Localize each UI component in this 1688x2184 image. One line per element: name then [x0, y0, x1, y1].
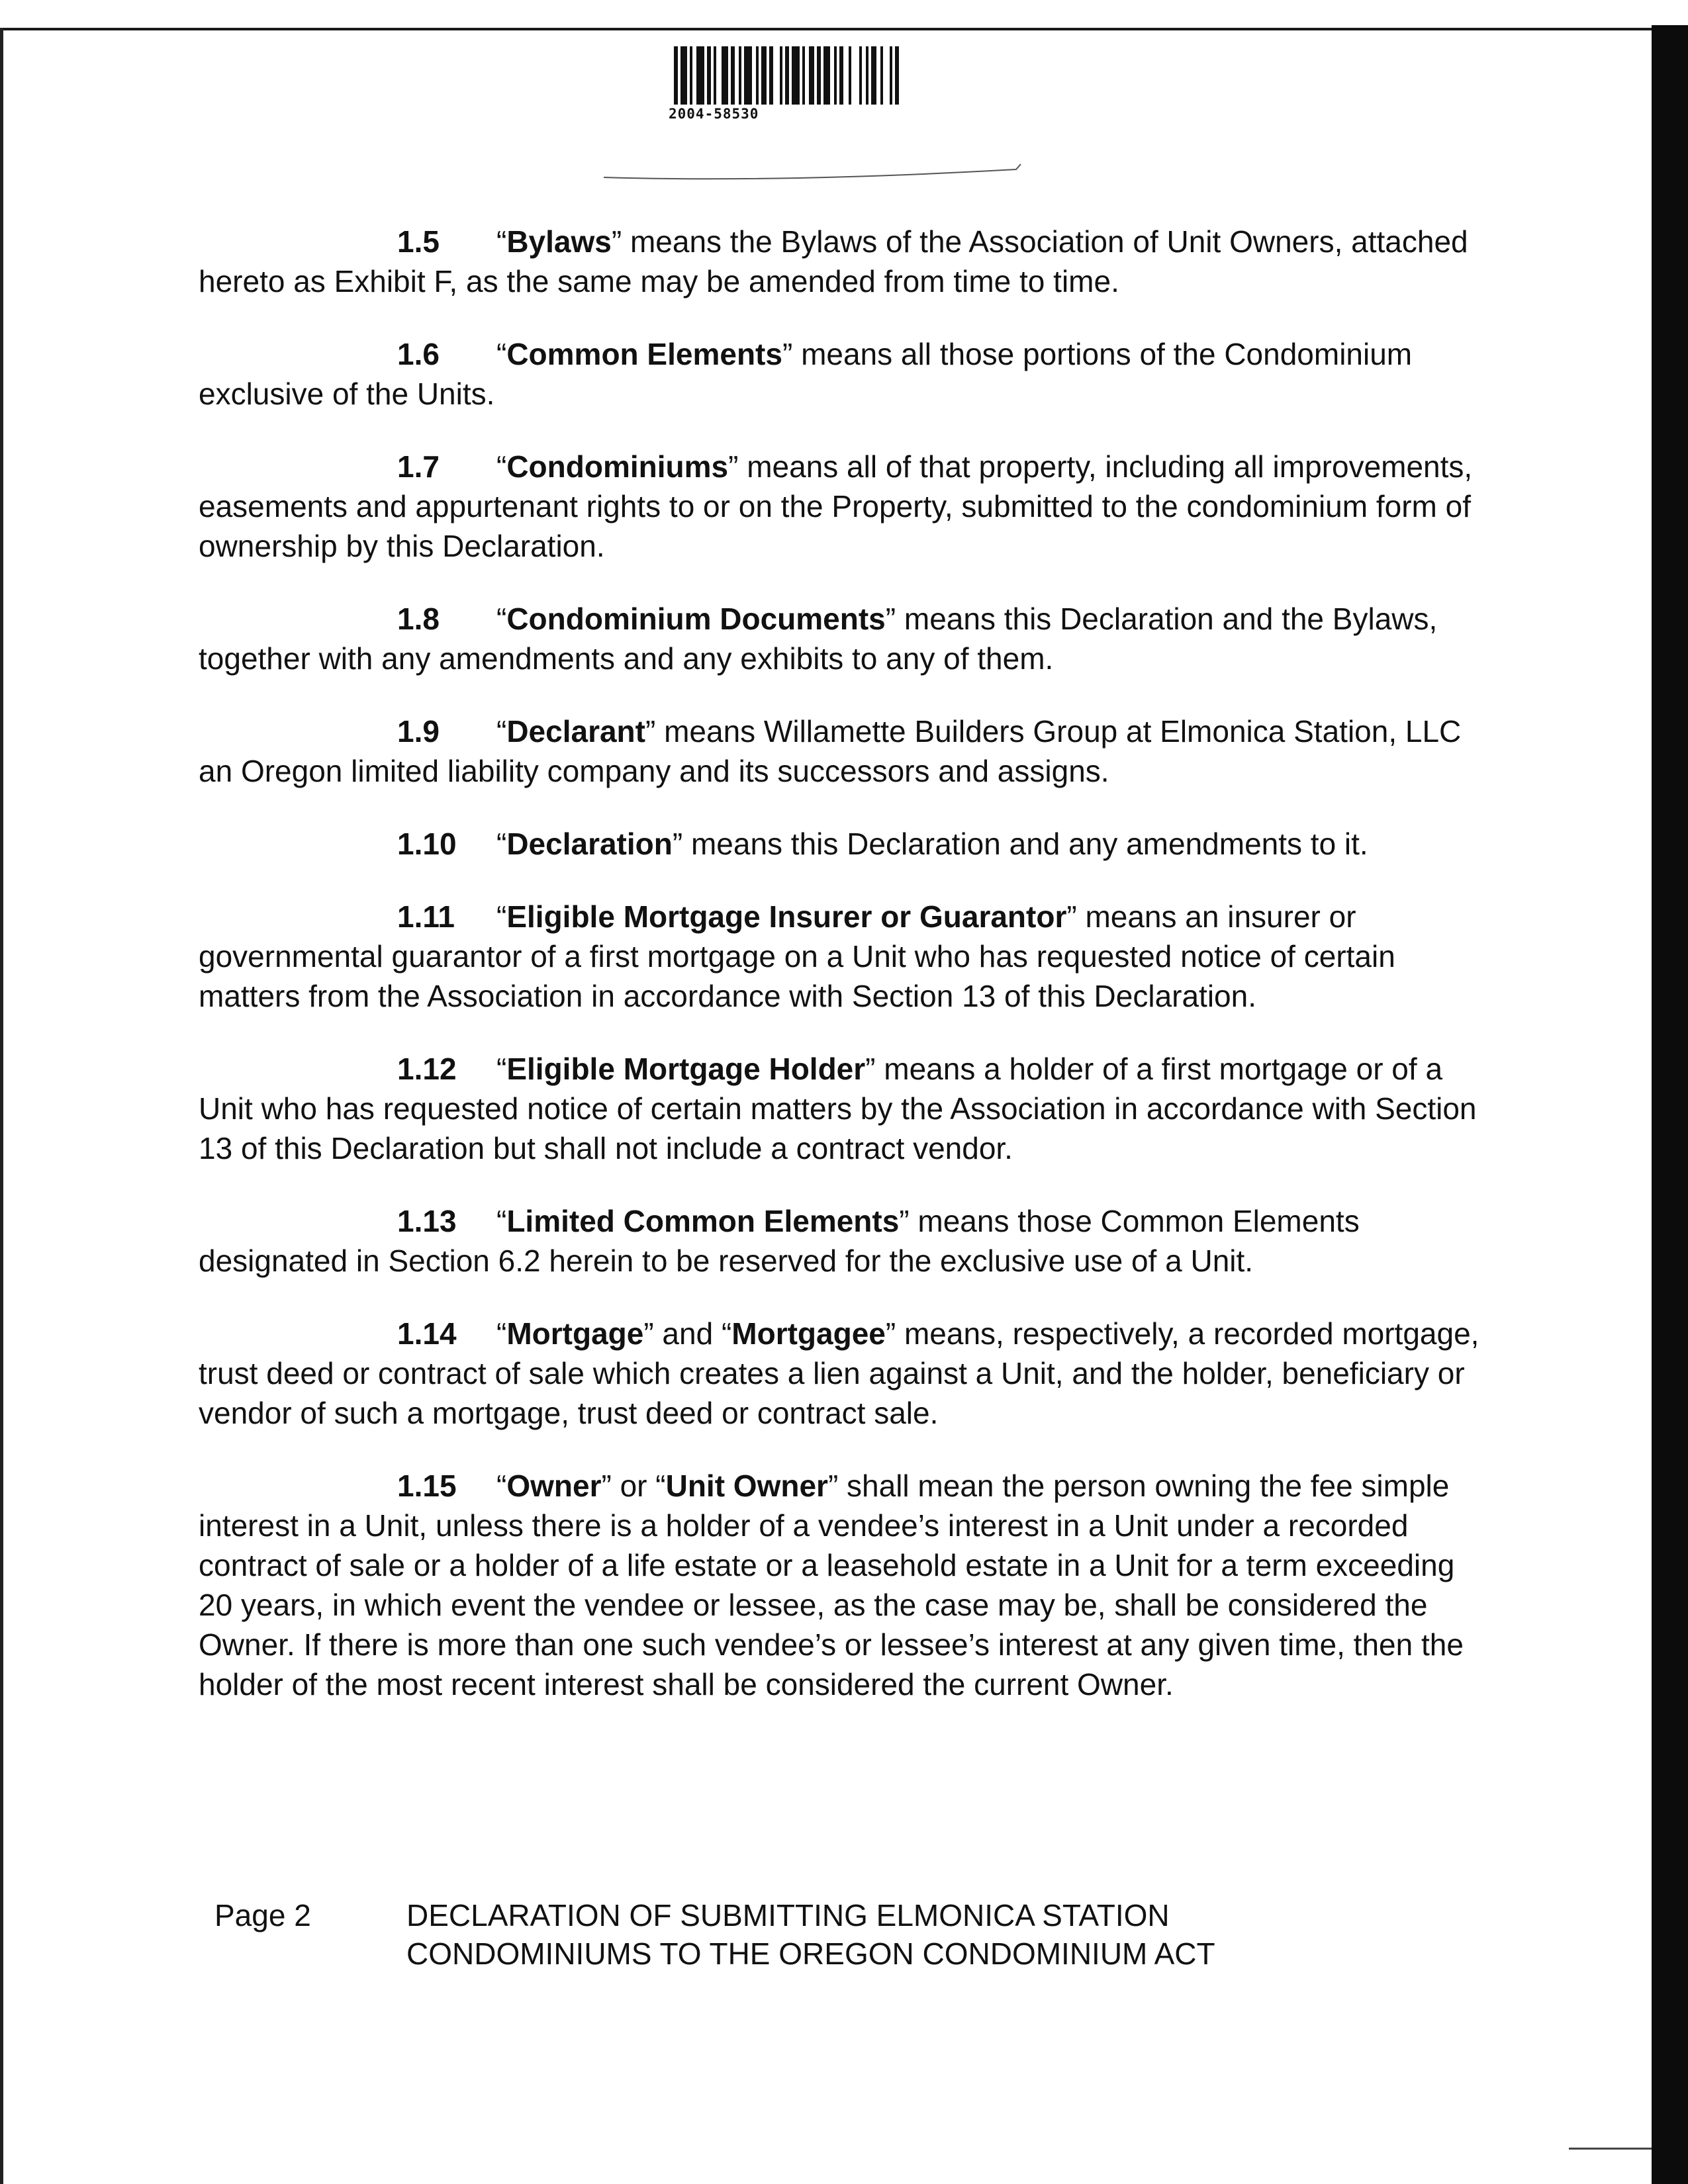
- section-number: 1.12: [397, 1052, 457, 1086]
- definition-paragraph: [199, 1201, 1483, 1281]
- section-number: 1.15: [397, 1469, 457, 1503]
- definition-paragraph: [199, 1466, 1483, 1704]
- defined-term: Unit Owner: [665, 1469, 828, 1503]
- defined-term: Eligible Mortgage Insurer or Guarantor: [506, 899, 1067, 934]
- defined-term: Bylaws: [506, 224, 612, 259]
- definition-paragraph: [199, 599, 1483, 678]
- definition-paragraph: [199, 824, 1483, 864]
- definition-text: ” means an insurer or governmental guarantor of a first mortgage on a Unit who has requested notice of certain matters from the Association in accordance with Section 13 of this Declaration.: [199, 899, 1395, 1013]
- definition-text: ” means all those portions of the Condominium exclusive of the Units.: [199, 337, 1413, 411]
- section-number: 1.11: [397, 899, 455, 934]
- defined-term: Mortgagee: [731, 1316, 886, 1351]
- definition-text: ” means, respectively, a recorded mortgage, trust deed or contract of sale which creates a lien against a Unit, and the holder, beneficiary or vendor of such a mortgage, trust deed or contract sale.: [199, 1316, 1479, 1430]
- section-number: 1.9: [397, 714, 440, 749]
- section-number: 1.8: [397, 602, 440, 636]
- definition-text: ” means all of that property, including all improvements, easements and appurtenant rights to or on the Property, submitted to the condominium form of ownership by this Declaration.: [199, 449, 1473, 563]
- definition-paragraph: [199, 222, 1483, 301]
- definition-text: ” or “: [601, 1469, 666, 1503]
- definitions-list: [199, 222, 1483, 1737]
- definition-text: ” means a holder of a first mortgage or of a Unit who has requested notice of certain matters by the Association in accordance with Section 13 of this Declaration but shall not include a contract vendor.: [199, 1052, 1477, 1165]
- section-number: 1.13: [397, 1204, 457, 1238]
- defined-term: Mortgage: [506, 1316, 644, 1351]
- section-number: 1.14: [397, 1316, 457, 1351]
- scan-corner-line: [1569, 2148, 1652, 2150]
- defined-term: Declaration: [506, 827, 673, 861]
- pen-stroke: [0, 0, 1688, 212]
- definition-text: “: [496, 1204, 507, 1238]
- definition-text: ” means those Common Elements designated in Section 6.2 herein to be reserved for the exclusive use of a Unit.: [199, 1204, 1360, 1278]
- definition-text: ” means this Declaration and the Bylaws, together with any amendments and any exhibits to any of them.: [199, 602, 1438, 676]
- definition-text: ” means the Bylaws of the Association of Unit Owners, attached hereto as Exhibit F, as the same may be amended from time to time.: [199, 224, 1468, 298]
- definition-text: “: [496, 714, 507, 749]
- definition-paragraph: [199, 334, 1483, 414]
- defined-term: Limited Common Elements: [506, 1204, 900, 1238]
- defined-term: Condominiums: [506, 449, 729, 484]
- defined-term: Declarant: [506, 714, 645, 749]
- definition-text: ” shall mean the person owning the fee simple interest in a Unit, unless there is a holder of a vendee’s interest in a Unit under a recorded contract of sale or a holder of a life estate or a leasehold estate in a Unit for a term exceeding 20 years, in which event the vendee or lessee, as the case may be, shall be considered the Owner. If there is more than one such vendee’s or lessee’s interest at any given time, then the holder of the most recent interest shall be considered the current Owner.: [199, 1469, 1464, 1702]
- definition-text: “: [496, 827, 507, 861]
- barcode-number: 2004-58530: [669, 106, 759, 122]
- definition-text: “: [496, 1052, 507, 1086]
- definition-paragraph: [199, 447, 1483, 566]
- definition-text: “: [496, 1469, 507, 1503]
- definition-text: “: [496, 602, 507, 636]
- defined-term: Condominium Documents: [506, 602, 886, 636]
- document-title-line-1: DECLARATION OF SUBMITTING ELMONICA STATION: [406, 1898, 1170, 1933]
- section-number: 1.7: [397, 449, 440, 484]
- scan-left-edge: [0, 28, 3, 2184]
- document-title-line-2: CONDOMINIUMS TO THE OREGON CONDOMINIUM ACT: [406, 1936, 1215, 1971]
- defined-term: Eligible Mortgage Holder: [506, 1052, 866, 1086]
- definition-paragraph: [199, 711, 1483, 791]
- definition-text: ” and “: [643, 1316, 732, 1351]
- definition-paragraph: [199, 1049, 1483, 1168]
- scan-right-edge: [1652, 25, 1688, 2184]
- document-title: [406, 1896, 1399, 1973]
- definition-text: ” means Willamette Builders Group at Elmonica Station, LLC an Oregon limited liability company and its successors and assigns.: [199, 714, 1462, 788]
- definition-paragraph: [199, 1314, 1483, 1433]
- definition-text: “: [496, 449, 507, 484]
- defined-term: Owner: [506, 1469, 602, 1503]
- definition-paragraph: [199, 897, 1483, 1016]
- definition-text: “: [496, 899, 507, 934]
- defined-term: Common Elements: [506, 337, 782, 371]
- definition-text: “: [496, 224, 507, 259]
- definition-text: “: [496, 1316, 507, 1351]
- page-number: Page 2: [214, 1898, 311, 1933]
- definition-text: “: [496, 337, 507, 371]
- section-number: 1.6: [397, 337, 440, 371]
- definition-text: ” means this Declaration and any amendments to it.: [672, 827, 1368, 861]
- section-number: 1.10: [397, 827, 457, 861]
- section-number: 1.5: [397, 224, 440, 259]
